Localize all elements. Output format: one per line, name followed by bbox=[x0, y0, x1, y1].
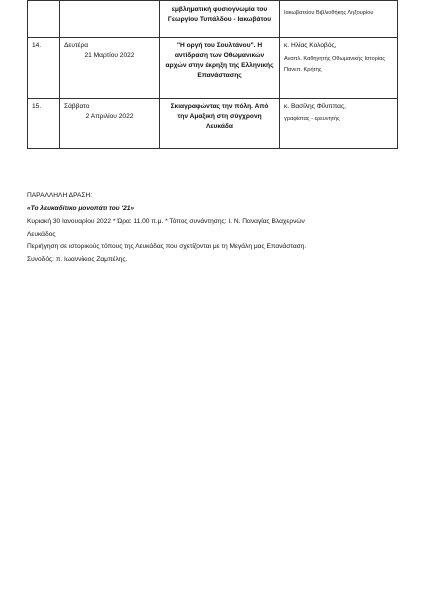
row-speaker bbox=[280, 38, 398, 99]
row-title bbox=[160, 38, 280, 99]
event-description: Περιήγηση σε ιστορικούς τόπους της Λευκάδας που σχετίζονται με τη Μεγάλη μας Επανάσταση. bbox=[27, 243, 307, 251]
section-heading: ΠΑΡΑΛΛΗΛΗ ΔΡΑΣΗ: bbox=[27, 192, 93, 199]
table-row bbox=[28, 1, 398, 38]
event-details: Κυριακή 30 Ιανουαρίου 2022 * Ώρα: 11.00 π.μ. * Τόπος συνάντησης: Ι. Ν. Παναγίας Βλαχερνών bbox=[27, 217, 305, 225]
row-date bbox=[60, 1, 160, 38]
row-number: 14. bbox=[28, 38, 60, 99]
schedule-table bbox=[27, 0, 398, 149]
event-details-cont: Λευκάδος bbox=[27, 230, 56, 238]
parallel-action-section bbox=[27, 190, 407, 267]
row-title-line: την Αμαξική στη σύγχρονη bbox=[177, 112, 262, 120]
row-title-line: Επανάστασης bbox=[197, 71, 242, 79]
row-title-line: Λευκάδα bbox=[206, 122, 233, 130]
row-title-line: Γεωργίου Τυπάλδου - Ιακωβάτου bbox=[167, 15, 272, 23]
row-date bbox=[60, 38, 160, 99]
row-title bbox=[160, 1, 280, 38]
row-number bbox=[28, 1, 60, 38]
row-date-day: Δευτέρα bbox=[64, 42, 89, 49]
row-speaker bbox=[280, 1, 398, 38]
row-date bbox=[60, 99, 160, 149]
table-row bbox=[28, 38, 398, 99]
speaker-role: Ιακωβατείου Βιβλιοθήκης Ληξουρίου bbox=[284, 10, 374, 16]
row-date-day: Σάββατο bbox=[64, 103, 90, 110]
row-number: 15. bbox=[28, 99, 60, 149]
row-title-line: Σκιαγραφώντας την πόλη. Από bbox=[170, 103, 269, 110]
event-escort: Συνοδός: π. Ιωαννίκιος Ζαμπέλης. bbox=[27, 256, 128, 264]
speaker-name: κ. Ηλίας Κολοβός, bbox=[284, 42, 337, 49]
table-row bbox=[28, 99, 398, 149]
row-date-full: 21 Μαρτίου 2022 bbox=[84, 51, 135, 59]
row-date-full: 2 Απριλίου 2022 bbox=[85, 112, 134, 120]
row-title bbox=[160, 99, 280, 149]
row-title-line: εμβληματική φυσιογνωμία του bbox=[171, 6, 268, 13]
row-title-line: αντίδραση των Οθωμανικών bbox=[174, 51, 265, 59]
row-title-line: "Η οργή του Σουλτάνου". Η bbox=[176, 42, 263, 49]
event-title: «Το λευκαδίτικο μονοπάτι του '21» bbox=[27, 204, 135, 212]
speaker-name: κ. Βασίλης Φίλιππας, bbox=[284, 103, 346, 110]
speaker-role: γραφίστας - ερευνητής bbox=[284, 115, 340, 122]
speaker-role: Αναπλ. Καθηγητής Οθωμανικής Ιστορίας Πανεπ. Κρήτης bbox=[284, 55, 386, 73]
row-title-line: αρχών στην έκρηξη της Ελληνικής bbox=[165, 61, 274, 69]
row-speaker bbox=[280, 99, 398, 149]
